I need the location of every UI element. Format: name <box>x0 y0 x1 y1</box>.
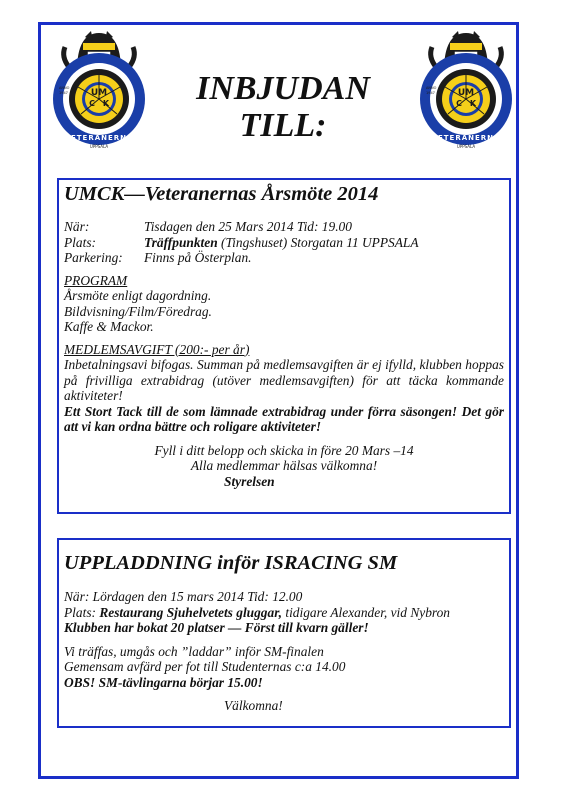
title-line-1: INBJUDAN <box>196 70 370 107</box>
umck-logo-left <box>47 27 151 151</box>
umck-logo-right <box>414 27 518 151</box>
annual-meeting-body <box>64 219 504 489</box>
svg-text:ANNO: ANNO <box>59 86 70 90</box>
racing-place <box>64 605 504 621</box>
fee-text: Inbetalningsavi bifogas. Summan på medlemsavgiften är ej ifylld, klubben hoppas på frivilliga extrabidrag (utöver medlemsavgiften) för att täcka kommande aktiviteter! <box>64 357 504 403</box>
meeting-when-label: När: <box>64 219 90 234</box>
svg-text:UM: UM <box>457 88 475 98</box>
svg-text:VETERANERNA: VETERANERNA <box>431 134 501 142</box>
svg-text:UPPSALA: UPPSALA <box>456 144 476 149</box>
racing-place-prefix: Plats: <box>64 604 100 620</box>
umck-veteranerna-logo-icon <box>414 27 518 151</box>
thanks-text: Ett Stort Tack till de som lämnade extrabidrag under förra säsongen! Det gör att vi kan ordna bättre och roligare aktiviteter! <box>64 403 504 434</box>
page-title <box>150 70 416 144</box>
racing-place-rest: tidigare Alexander, vid Nybron <box>282 604 450 620</box>
annual-meeting-box <box>57 178 511 514</box>
fee-heading: MEDLEMSAVGIFT (200:- per år) <box>64 341 250 357</box>
racing-place-name: Restaurang Sjuhelvetets gluggar, <box>99 604 283 620</box>
racing-body <box>64 589 504 714</box>
umck-veteranerna-logo-icon <box>47 27 151 151</box>
racing-title: UPPLADDNING inför ISRACING SM <box>64 552 398 574</box>
meeting-parking-label: Parkering: <box>64 250 123 265</box>
meeting-place-label: Plats: <box>64 234 96 250</box>
svg-text:UPPSALA: UPPSALA <box>89 144 109 149</box>
program-item: Årsmöte enligt dagordning. <box>64 288 212 303</box>
racing-welcome: Välkomna! <box>224 698 283 713</box>
meeting-place-row <box>64 235 504 251</box>
svg-text:C: C <box>456 99 462 108</box>
racing-when: När: Lördagen den 15 mars 2014 Tid: 12.00 <box>64 589 303 604</box>
meeting-place-value <box>144 235 419 251</box>
program-item: Kaffe & Mackor. <box>64 319 154 334</box>
racing-booked: Klubben har bokat 20 platser — Först till kvarn gäller! <box>64 620 369 635</box>
meeting-place-address: (Tingshuset) Storgatan 11 UPPSALA <box>217 234 419 250</box>
svg-text:1947: 1947 <box>59 91 68 95</box>
program-heading: PROGRAM <box>64 272 128 288</box>
racing-depart: Gemensam avfärd per fot till Studenternas c:a 14.00 <box>64 659 346 674</box>
racing-meet: Vi träffas, umgås och ”laddar” inför SM-finalen <box>64 643 324 659</box>
svg-text:K: K <box>102 99 110 108</box>
racing-box <box>57 538 511 728</box>
svg-text:UM: UM <box>90 88 108 98</box>
svg-text:ANNO: ANNO <box>426 86 437 90</box>
svg-text:C: C <box>89 99 95 108</box>
meeting-when-row <box>64 219 504 235</box>
closing-line-1: Fyll i ditt belopp och skicka in före 20 Mars –14 <box>154 442 414 458</box>
meeting-parking-value: Finns på Österplan. <box>144 250 252 265</box>
svg-text:VETERANERNA: VETERANERNA <box>64 134 134 142</box>
signature: Styrelsen <box>224 473 275 489</box>
svg-text:K: K <box>469 99 477 108</box>
meeting-place-name: Träffpunkten <box>144 234 218 250</box>
title-line-2: TILL: <box>239 107 327 144</box>
racing-start: OBS! SM-tävlingarna börjar 15.00! <box>64 674 263 690</box>
meeting-parking-row <box>64 250 504 266</box>
svg-text:1947: 1947 <box>426 91 435 95</box>
program-item: Bildvisning/Film/Föredrag. <box>64 303 212 319</box>
closing-line-2: Alla medlemmar hälsas välkomna! <box>190 458 378 473</box>
annual-meeting-title: UMCK—Veteranernas Årsmöte 2014 <box>64 183 379 205</box>
meeting-when-value: Tisdagen den 25 Mars 2014 Tid: 19.00 <box>144 219 352 234</box>
